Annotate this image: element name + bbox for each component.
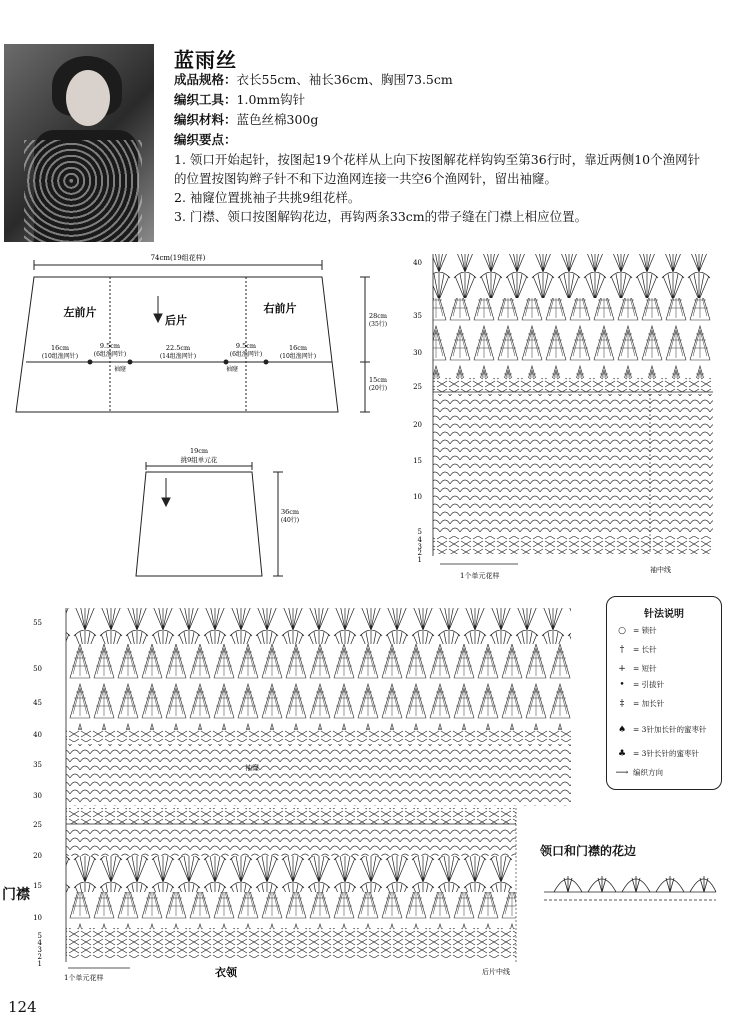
row-label: 1 bbox=[417, 556, 422, 564]
spec-size: 成品规格：衣长55cm、袖长36cm、胸围73.5cm bbox=[174, 72, 453, 87]
row-label: 40 bbox=[33, 731, 42, 739]
marker-dot bbox=[88, 360, 93, 365]
left-front-label: 左前片 bbox=[63, 306, 97, 319]
legend-item: ‡ = 加长针 bbox=[619, 698, 665, 709]
height-bottom-label: 15cm bbox=[368, 376, 388, 384]
sleeve-width-label: 19cm bbox=[189, 447, 209, 455]
row-label: 15 bbox=[33, 882, 42, 890]
legend-item: ○ = 锁针 bbox=[618, 625, 657, 636]
legend-item: ⟶ 编织方向 bbox=[615, 767, 663, 778]
right-front-label: 右前片 bbox=[263, 302, 297, 315]
row-label: 25 bbox=[413, 383, 422, 391]
seg-arm2-sub: (6组渔网针) bbox=[229, 351, 263, 358]
row-label: 30 bbox=[413, 349, 422, 357]
height-top-label: 28cm bbox=[368, 312, 388, 320]
row-label: 25 bbox=[33, 821, 42, 829]
armhole-label-1: 袖窿 bbox=[113, 366, 127, 373]
seg-right-sub: (10组渔网针) bbox=[279, 353, 317, 360]
edging-title: 领口和门襟的花边 bbox=[540, 844, 637, 858]
legend-item: ♣ = 3针长针的蜜枣针 bbox=[617, 748, 699, 759]
row-label: 40 bbox=[413, 259, 422, 267]
stitch-legend bbox=[606, 596, 722, 790]
armhole-label: 袖窿 bbox=[245, 764, 259, 772]
row-label: 55 bbox=[33, 619, 42, 627]
seg-arm1-label: 9.5cm bbox=[99, 342, 121, 350]
spec-points: 编织要点： bbox=[174, 132, 237, 147]
row-label: 3 bbox=[417, 543, 422, 551]
step-2: 2. 袖窿位置挑袖子共挑9组花样。 bbox=[174, 190, 361, 205]
row-label: 2 bbox=[37, 953, 42, 961]
step-3: 3. 门襟、领口按图解钩花边，再钩两条33cm的带子缝在门襟上相应位置。 bbox=[174, 209, 588, 224]
sleeve-center-label: 袖中线 bbox=[650, 566, 671, 574]
row-label: 30 bbox=[33, 792, 42, 800]
row-label: 15 bbox=[413, 457, 422, 465]
collar-label: 衣领 bbox=[215, 966, 237, 979]
body-schematic bbox=[0, 248, 400, 428]
edging-chart bbox=[540, 862, 720, 906]
model-photo bbox=[4, 44, 154, 242]
marker-dot bbox=[224, 360, 229, 365]
armhole-label-2: 袖窿 bbox=[225, 366, 239, 373]
row-label: 35 bbox=[33, 761, 42, 769]
legend-item: ♠ = 3针加长针的蜜枣针 bbox=[617, 724, 707, 735]
legend-item: + = 短针 bbox=[618, 663, 657, 674]
row-label: 10 bbox=[413, 493, 422, 501]
seg-arm2-label: 9.5cm bbox=[235, 342, 257, 350]
spec-material: 编织材料：蓝色丝棉300g bbox=[174, 112, 319, 127]
row-label: 5 bbox=[417, 528, 422, 536]
row-label: 1 bbox=[37, 960, 42, 968]
seg-back-label: 22.5cm bbox=[165, 344, 191, 352]
marker-dot bbox=[128, 360, 133, 365]
back-center-label: 后片中线 bbox=[482, 968, 510, 976]
seg-right-label: 16cm bbox=[288, 344, 308, 352]
sleeve-height-sub: (40行) bbox=[280, 517, 300, 524]
seg-arm1-sub: (6组渔网针) bbox=[93, 351, 127, 358]
unit-label: 1个单元花样 bbox=[460, 572, 500, 580]
sleeve-stitch-chart bbox=[400, 244, 730, 584]
step-1-cont: 的位置按图钩辫子针不和下边渔网连接一共空6个渔网针，留出袖窿。 bbox=[174, 171, 557, 186]
sleeve-schematic bbox=[120, 444, 320, 584]
row-label: 2 bbox=[417, 549, 422, 557]
row-label: 45 bbox=[33, 699, 42, 707]
row-label: 35 bbox=[413, 312, 422, 320]
top-width-label: 74cm(19组花样) bbox=[150, 254, 206, 262]
height-top-sub: (35行) bbox=[368, 321, 388, 328]
sleeve-height-label: 36cm bbox=[280, 508, 300, 516]
seg-back-sub: (14组渔网针) bbox=[159, 353, 197, 360]
row-label: 3 bbox=[37, 946, 42, 954]
seg-left-label: 16cm bbox=[50, 344, 70, 352]
seg-left-sub: (10组渔网针) bbox=[41, 353, 79, 360]
row-label: 20 bbox=[33, 852, 42, 860]
pattern-title: 蓝雨丝 bbox=[174, 48, 237, 72]
spec-tool: 编织工具：1.0mm钩针 bbox=[174, 92, 306, 107]
legend-item: • = 引拔针 bbox=[619, 679, 665, 690]
row-label: 5 bbox=[37, 932, 42, 940]
unit-label: 1个单元花样 bbox=[64, 974, 104, 982]
placket-label: 门襟 bbox=[2, 887, 30, 903]
step-1: 1. 领口开始起针，按图起19个花样从上向下按图解花样钩钩至第36行时，靠近两侧10个渔网针 bbox=[174, 152, 701, 167]
body-stitch-chart bbox=[20, 602, 580, 1002]
legend-title: 针法说明 bbox=[644, 609, 684, 620]
page-number: 124 bbox=[8, 998, 37, 1016]
row-label: 10 bbox=[33, 914, 42, 922]
row-label: 50 bbox=[33, 665, 42, 673]
marker-dot bbox=[264, 360, 269, 365]
row-label: 4 bbox=[417, 536, 422, 544]
row-label: 4 bbox=[37, 939, 42, 947]
row-label: 20 bbox=[413, 421, 422, 429]
sleeve-width-sub: 挑9组单元花 bbox=[180, 456, 218, 464]
legend-item: † = 长针 bbox=[619, 644, 657, 655]
height-bottom-sub: (20行) bbox=[368, 385, 388, 392]
back-label: 后片 bbox=[165, 314, 187, 327]
